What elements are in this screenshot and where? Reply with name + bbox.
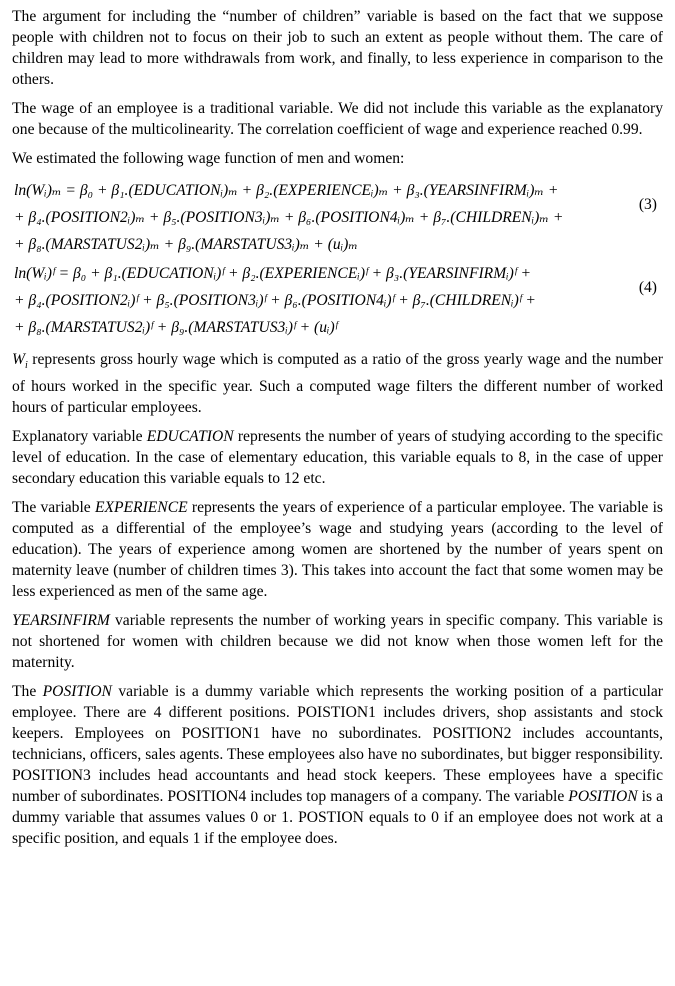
equation-4-line-2: + β₄.(POSITION2ᵢ)ᶠ + β₅.(POSITION3ᵢ)ᶠ + β₆.(POSITION4ᵢ)ᶠ + β₇.(CHILDRENᵢ)ᶠ + — [14, 292, 536, 309]
equation-3-line-3: + β₈.(MARSTATUS2ᵢ)ₘ + β₉.(MARSTATUS3ᵢ)ₘ + (uᵢ)ₘ — [14, 236, 358, 253]
equation-4-number: (4) — [638, 279, 657, 296]
paragraph-position-definition: The POSITION variable is a dummy variable which represents the working position of a particular employee. There are 4 different positions. POISTION1 includes drivers, shop assistants and stock keepers. Employees on POSITION1 have no subordinates. POSITION2 includes accountants, technicians, officers, sales agents. These employees also have no subordinates, but bigger responsibility. POSITION3 includes head accountants and head stock keepers. These employees have a specific number of subordinates. POSITION4 includes top managers of a company. The variable POSITION is a dummy variable that assumes values 0 or 1. POSTION equals to 0 if an employee does not work at a specific position, and equals 1 if the employee does. — [12, 683, 663, 848]
equation-4-line-1: ln(Wᵢ)ᶠ = β₀ + β₁.(EDUCATIONᵢ)ᶠ + β₂.(EXPERIENCEᵢ)ᶠ + β₃.(YEARSINFIRMᵢ)ᶠ + (4) — [12, 260, 663, 287]
paragraph-wage-definition: $W_i$ represents gross hourly wage which is computed as a ratio of the gross yearly wage and the number of hours worked in the specific year. Such a computed wage filters the different number of worked hours of particular employees. — [12, 351, 663, 417]
paragraph-experience-definition: The variable EXPERIENCE represents the years of experience of a particular employee. The variable is computed as a differential of the employee’s wage and studying years (according to the level of education). The years of experience among women are shortened by the number of years spent on maternity leave (number of children times 3). This takes into account the fact that some women may be less experienced as men of the same age. — [12, 499, 663, 601]
paragraph-yearsinfirm-definition: YEARSINFIRM variable represents the number of working years in specific company. This variable is not shortened for women with children because we did not know when those women left for the maternity. — [12, 612, 663, 672]
equation-4-line-3: + β₈.(MARSTATUS2ᵢ)ᶠ + β₉.(MARSTATUS3ᵢ)ᶠ + (uᵢ)ᶠ — [14, 319, 338, 336]
equation-3-men — [12, 177, 663, 258]
paragraph-wage-variable: The wage of an employee is a traditional variable. We did not include this variable as the explanatory one because of the multicolinearity. The correlation coefficient of wage and experience reached 0.99. — [12, 100, 663, 138]
equation-3-number: (3) — [638, 196, 657, 213]
equation-4-women — [12, 260, 663, 341]
equation-3-line-2: + β₄.(POSITION2ᵢ)ₘ + β₅.(POSITION3ᵢ)ₘ + β₆.(POSITION4ᵢ)ₘ + β₇.(CHILDRENᵢ)ₘ + — [14, 209, 564, 226]
paragraph-wage-function-intro: We estimated the following wage function of men and women: — [12, 150, 405, 167]
equation-3-line-1: ln(Wᵢ)ₘ = β₀ + β₁.(EDUCATIONᵢ)ₘ + β₂.(EXPERIENCEᵢ)ₘ + β₃.(YEARSINFIRMᵢ)ₘ + (3) — [12, 177, 663, 204]
paragraph-education-definition: Explanatory variable EDUCATION represents the number of years of studying according to the specific level of education. In the case of elementary education, this variable equals to 8, in the case of upper secondary education this variable equals to 12 etc. — [12, 428, 663, 488]
paragraph-children-argument: The argument for including the “number of children” variable is based on the fact that we suppose people with children not to focus on their job to such an extent as people without them. The care of children may lead to more withdrawals from work, and finally, to less experience in comparison to the others. — [12, 8, 663, 88]
